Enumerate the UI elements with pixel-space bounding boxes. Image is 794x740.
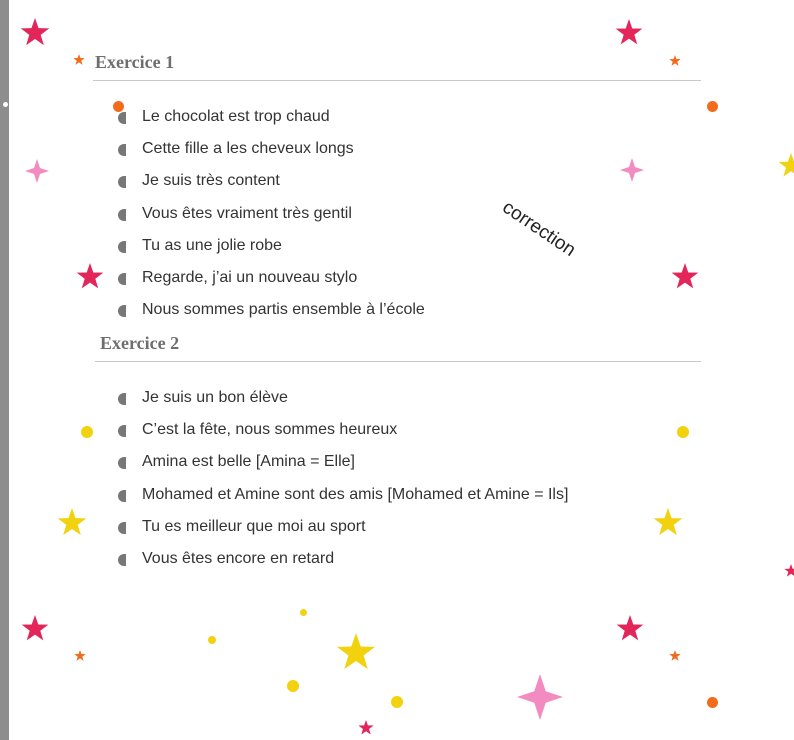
bullet-icon	[118, 522, 126, 534]
list-item	[116, 267, 425, 299]
exercise-1-divider	[93, 80, 701, 81]
bullet-icon	[118, 144, 126, 156]
sparkle-icon	[620, 158, 644, 182]
bullet-icon	[118, 209, 126, 221]
bullet-icon	[118, 554, 126, 566]
list-item-text: Tu es meilleur que moi au sport	[142, 517, 366, 535]
list-item-text: Amina est belle [Amina = Elle]	[142, 453, 355, 471]
star-icon	[669, 55, 681, 67]
star-icon	[671, 263, 699, 291]
star-icon	[616, 615, 644, 643]
exercise-2-divider	[95, 361, 701, 362]
exercise-1-list	[116, 106, 425, 331]
bullet-icon	[118, 176, 126, 188]
list-item	[116, 299, 425, 331]
sparkle-icon	[517, 674, 563, 720]
star-icon	[20, 18, 50, 48]
scroll-marker	[3, 102, 8, 107]
list-item	[116, 203, 425, 235]
dot-icon	[81, 426, 93, 438]
list-item-text: Le chocolat est trop chaud	[142, 108, 330, 125]
bullet-icon	[118, 393, 126, 405]
list-item-text: Je suis un bon élève	[142, 389, 288, 406]
list-item-text: Regarde, j’ai un nouveau stylo	[142, 268, 358, 286]
page-left-edge	[0, 0, 9, 740]
correction-annotation: correction	[498, 196, 580, 261]
list-item	[116, 419, 568, 451]
star-icon	[653, 508, 683, 538]
list-item	[116, 170, 425, 202]
list-item-text: Cette fille a les cheveux longs	[142, 140, 354, 158]
star-icon	[358, 720, 374, 736]
bullet-icon	[118, 273, 126, 285]
bullet-icon	[118, 112, 126, 124]
star-icon	[73, 54, 85, 66]
star-icon	[784, 564, 794, 578]
list-item	[116, 484, 568, 516]
list-item-text: Mohamed et Amine sont des amis [Mohamed et Amine = Ils]	[142, 485, 569, 503]
star-icon	[778, 153, 794, 179]
bullet-icon	[118, 490, 126, 502]
list-item-text: C’est la fête, nous sommes heureux	[142, 421, 398, 439]
dot-icon	[208, 636, 216, 644]
list-item	[116, 138, 425, 170]
sparkle-icon	[25, 159, 49, 183]
list-item-text: Vous êtes encore en retard	[142, 549, 335, 567]
star-icon	[336, 633, 376, 673]
star-icon	[76, 263, 104, 291]
list-item-text: Vous êtes vraiment très gentil	[142, 204, 352, 222]
exercise-2-list	[116, 387, 568, 580]
dot-icon	[707, 101, 718, 112]
star-icon	[21, 615, 49, 643]
list-item-text: Tu as une jolie robe	[142, 236, 282, 254]
list-item	[116, 548, 568, 580]
dot-icon	[707, 697, 718, 708]
star-icon	[57, 508, 87, 538]
dot-icon	[391, 696, 403, 708]
list-item-text: Je suis très content	[142, 172, 280, 190]
list-item	[116, 106, 425, 138]
bullet-icon	[118, 457, 126, 469]
star-icon	[615, 19, 643, 47]
exercise-2-title: Exercice 2	[100, 333, 180, 353]
bullet-icon	[118, 425, 126, 437]
star-icon	[74, 650, 86, 662]
list-item	[116, 235, 425, 267]
list-item	[116, 387, 568, 419]
dot-icon	[300, 609, 307, 616]
dot-icon	[113, 101, 124, 112]
list-item	[116, 451, 568, 483]
bullet-icon	[118, 241, 126, 253]
list-item-text: Nous sommes partis ensemble à l’école	[142, 301, 425, 319]
dot-icon	[287, 680, 299, 692]
list-item	[116, 516, 568, 548]
star-icon	[669, 650, 681, 662]
dot-icon	[677, 426, 689, 438]
bullet-icon	[118, 305, 126, 317]
exercise-1-title: Exercice 1	[95, 52, 175, 72]
